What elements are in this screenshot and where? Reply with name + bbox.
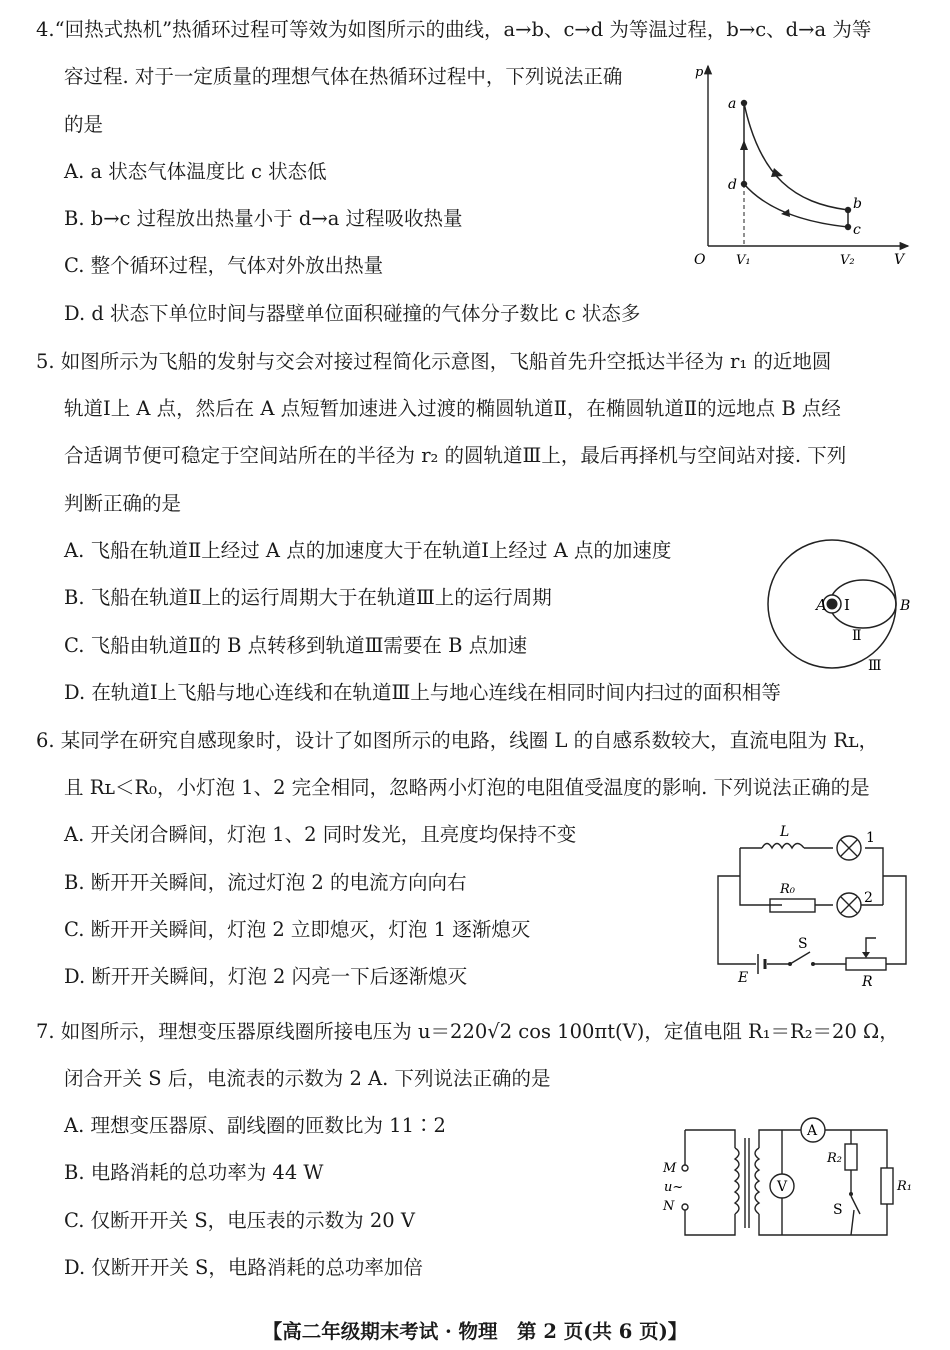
secondary-coil: [755, 1148, 759, 1214]
question-4-option-d: D. d 状态下单位时间与器壁单位面积碰撞的气体分子数比 c 状态多: [64, 302, 641, 325]
lamp-1-label: 1: [866, 830, 875, 846]
terminal-m-label: M: [663, 1161, 677, 1176]
circuit-wires: [718, 848, 906, 964]
point-b: [845, 207, 851, 213]
question-6-option-a: A. 开关闭合瞬间，灯泡 1、2 同时发光，且亮度均保持不变: [64, 823, 577, 846]
question-5-line-1: 5. 如图所示为飞船的发射与交会对接过程简化示意图，飞船首先升空抵达半径为 r₁ 的近地圆: [36, 350, 832, 373]
transformer-circuit: [655, 1110, 925, 1245]
resistor-r0-label: R₀: [780, 882, 795, 897]
orbit-diagram: [760, 528, 925, 678]
question-4-option-b: B. b→c 过程放出热量小于 d→a 过程吸收热量: [64, 207, 463, 230]
switch-label: S: [798, 936, 808, 952]
question-4-option-c: C. 整个循环过程，气体对外放出热量: [64, 254, 384, 277]
switch-s: [851, 1196, 860, 1214]
a-label: a: [728, 96, 737, 112]
slider-arrow: [862, 952, 870, 958]
question-4-line-1: 4.“回热式热机”热循环过程可等效为如图所示的曲线，a→b、c→d 为等温过程，b→c、d→a 为等: [36, 18, 872, 41]
rheostat-label: R: [862, 974, 873, 990]
page-footer: 【高二年级期末考试 · 物理 第 2 页(共 6 页)】: [262, 1320, 688, 1343]
question-5-option-b: B. 飞船在轨道Ⅱ上的运行周期大于在轨道Ⅲ上的运行周期: [64, 586, 552, 609]
orbit-3-label: Ⅲ: [868, 658, 882, 674]
question-6-option-c: C. 断开开关瞬间，灯泡 2 立即熄灭，灯泡 1 逐渐熄灭: [64, 918, 531, 941]
battery-label: E: [738, 970, 749, 986]
switch-contact: [811, 962, 815, 966]
question-5-option-d: D. 在轨道Ⅰ上飞船与地心连线和在轨道Ⅲ上与地心连线在相同时间内扫过的面积相等: [64, 681, 781, 704]
orbit-1-label: Ⅰ: [844, 596, 850, 614]
question-4-option-a: A. a 状态气体温度比 c 状态低: [64, 160, 327, 183]
terminal-m: [682, 1165, 688, 1171]
switch-s: [790, 952, 810, 964]
terminal-n-label: N: [663, 1199, 675, 1214]
voltage-source-label: u~: [664, 1180, 684, 1195]
ammeter-label: A: [807, 1123, 818, 1139]
question-4-line-3: 的是: [64, 113, 104, 136]
isotherm-cd: [744, 184, 848, 227]
pv-diagram: [690, 58, 920, 273]
switch-pivot: [849, 1192, 853, 1196]
primary-coil: [735, 1148, 739, 1214]
question-6-line-2: 且 Rʟ＜R₀，小灯泡 1、2 完全相同，忽略两小灯泡的电阻值受温度的影响. 下列说法正确的是: [64, 776, 870, 799]
v-label: V: [894, 252, 905, 268]
point-a-label: A: [816, 596, 827, 614]
question-7-option-c: C. 仅断开开关 S，电压表的示数为 20 V: [64, 1209, 415, 1232]
v1-label: V₁: [736, 253, 751, 268]
question-7-line-2: 闭合开关 S 后，电流表的示数为 2 A. 下列说法正确的是: [64, 1067, 551, 1090]
question-5-line-2: 轨道Ⅰ上 A 点，然后在 A 点短暂加速进入过渡的椭圆轨道Ⅱ，在椭圆轨道Ⅱ的远地点 B 点经: [64, 397, 841, 420]
lamp-2-cross: [841, 897, 857, 913]
question-6-option-b: B. 断开开关瞬间，流过灯泡 2 的电流方向向右: [64, 871, 467, 894]
inductor-l: [762, 844, 804, 849]
question-5-line-3: 合适调节便可稳定于空间站所在的半径为 r₂ 的圆轨道Ⅲ上，最后再择机与空间站对接. 下列: [64, 444, 847, 467]
question-6-line-1: 6. 某同学在研究自感现象时，设计了如图所示的电路，线圈 L 的自感系数较大，直流电阻为 Rʟ，: [36, 729, 879, 752]
question-7-line-1: 7. 如图所示，理想变压器原线圈所接电压为 u＝220√2 cos 100πt(V)，定值电阻 R₁＝R₂＝20 Ω，: [36, 1020, 899, 1043]
self-inductance-circuit: [710, 816, 925, 991]
switch-pivot: [788, 962, 792, 966]
isotherm-ab: [744, 103, 848, 210]
resistor-r2-label: R₂: [827, 1151, 842, 1166]
terminal-n: [682, 1204, 688, 1210]
c-label: c: [853, 222, 861, 238]
voltmeter-label: V: [777, 1179, 788, 1195]
question-5-line-4: 判断正确的是: [64, 492, 182, 515]
inductor-label: L: [780, 824, 790, 840]
resistor-r2: [845, 1144, 857, 1170]
arrow-c-to-d: [781, 209, 790, 217]
question-7-option-d: D. 仅断开开关 S，电路消耗的总功率加倍: [64, 1256, 423, 1279]
arrow-d-to-a: [740, 140, 748, 150]
point-d: [741, 181, 747, 187]
b-label: b: [853, 196, 862, 212]
switch-label: S: [833, 1202, 843, 1218]
question-5-option-a: A. 飞船在轨道Ⅱ上经过 A 点的加速度大于在轨道Ⅰ上经过 A 点的加速度: [64, 539, 672, 562]
question-5-option-c: C. 飞船由轨道Ⅱ的 B 点转移到轨道Ⅲ需要在 B 点加速: [64, 634, 528, 657]
question-7-option-a: A. 理想变压器原、副线圈的匝数比为 11∶2: [64, 1114, 446, 1137]
rheostat-r: [846, 958, 886, 970]
question-4-line-2: 容过程. 对于一定质量的理想气体在热循环过程中，下列说法正确: [64, 65, 623, 88]
resistor-r1: [881, 1168, 893, 1204]
origin-label: O: [694, 252, 706, 268]
question-7-option-b: B. 电路消耗的总功率为 44 W: [64, 1161, 324, 1184]
arrow-a-to-b: [771, 168, 783, 177]
question-6-option-d: D. 断开开关瞬间，灯泡 2 闪亮一下后逐渐熄灭: [64, 965, 468, 988]
point-c: [845, 224, 851, 230]
lamp-2-label: 2: [864, 890, 873, 906]
primary-wires: [685, 1130, 735, 1235]
v2-label: V₂: [840, 253, 855, 268]
point-a: [741, 100, 747, 106]
orbit-2-label: Ⅱ: [852, 628, 862, 644]
d-label: d: [728, 177, 737, 193]
earth: [827, 599, 838, 610]
p-label: p: [695, 65, 704, 80]
resistor-r1-label: R₁: [897, 1179, 912, 1194]
point-b-label: B: [900, 598, 911, 614]
lamp-1-cross: [841, 840, 857, 856]
